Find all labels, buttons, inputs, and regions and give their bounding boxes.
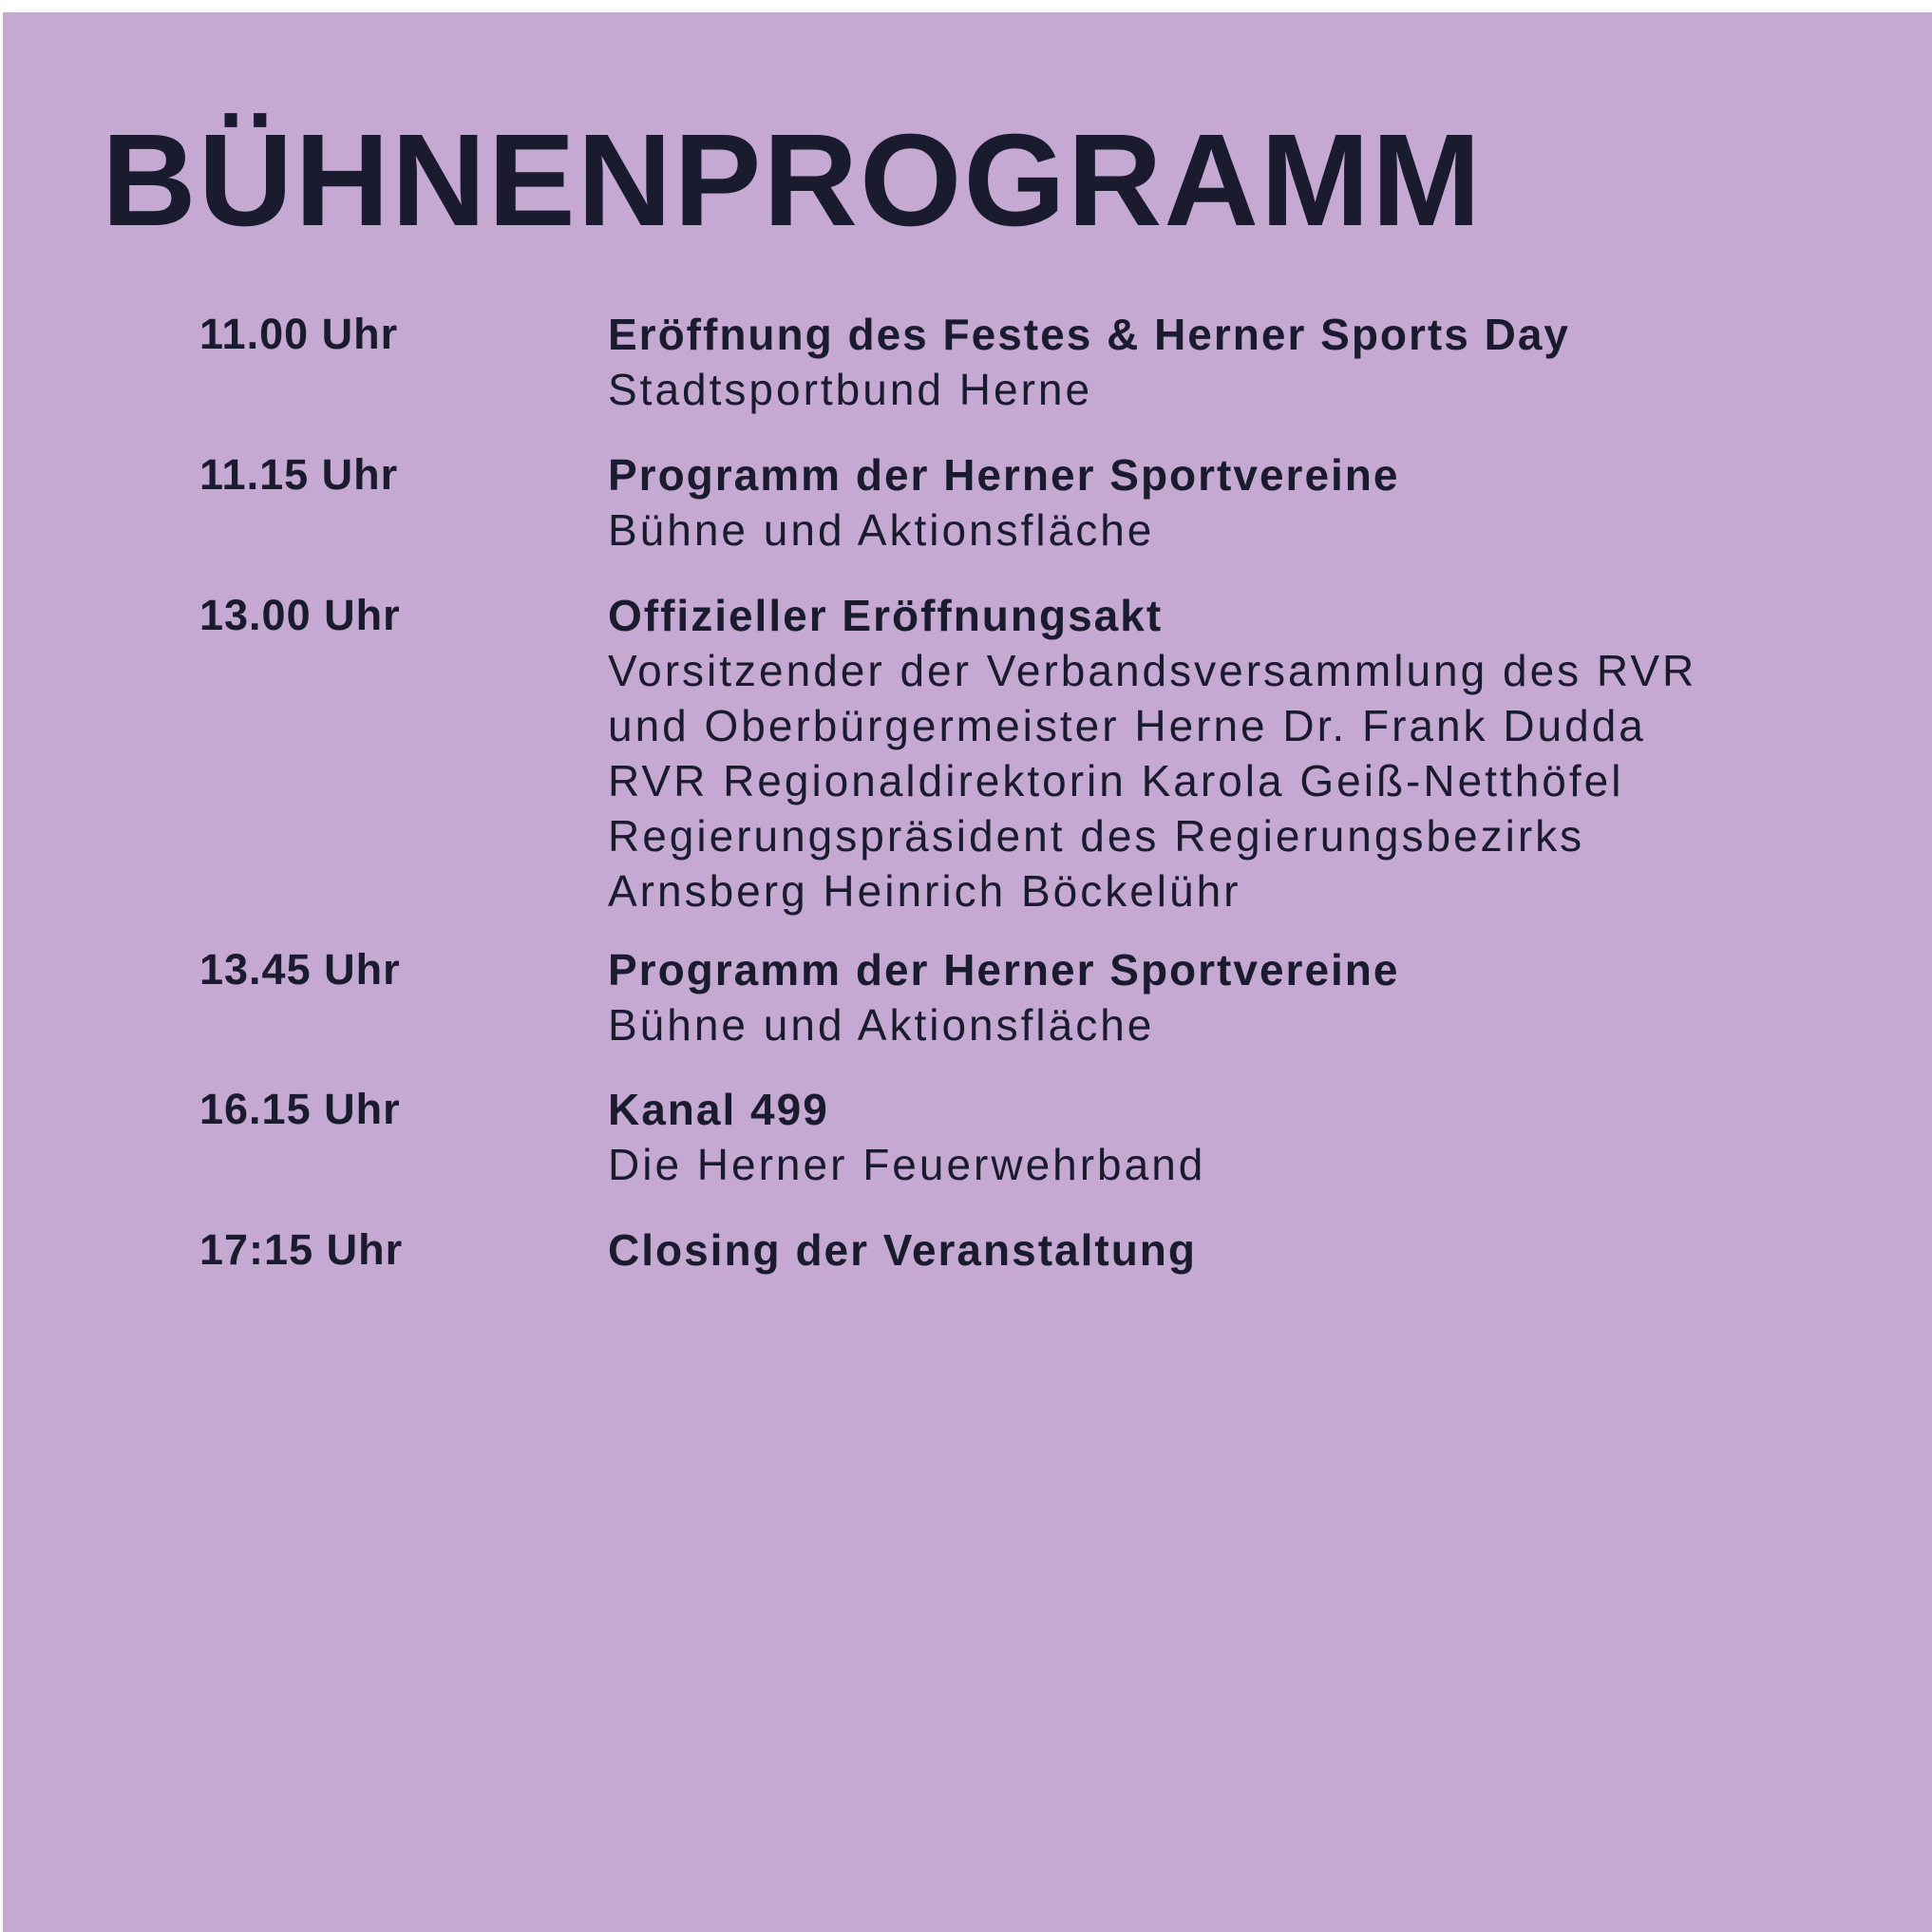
schedule-detail	[608, 307, 1881, 417]
schedule-event-description: Regierungspräsident des Regierungsbezirks	[608, 811, 1585, 861]
page-title: BÜHNENPROGRAMM	[102, 107, 1483, 254]
schedule-event-title: Programm der Herner Sportvereine	[608, 945, 1400, 994]
schedule-event-description: und Oberbürgermeister Herne Dr. Frank Dudda	[608, 701, 1646, 750]
schedule-time: 16.15 Uhr	[199, 1085, 401, 1133]
schedule-event-description: Die Herner Feuerwehrband	[608, 1140, 1206, 1189]
schedule-event-description: Arnsberg Heinrich Böckelühr	[608, 866, 1241, 916]
schedule-time: 13.00 Uhr	[199, 591, 401, 639]
schedule-time: 11.00 Uhr	[199, 310, 399, 358]
schedule-time: 11.15 Uhr	[199, 450, 399, 499]
schedule-event-description: RVR Regionaldirektorin Karola Geiß-Netthöfel	[608, 756, 1624, 805]
schedule-detail	[608, 588, 1881, 919]
schedule-detail	[608, 447, 1881, 558]
schedule-event-description: Bühne und Aktionsfläche	[608, 1000, 1155, 1050]
schedule-event-title: Programm der Herner Sportvereine	[608, 450, 1400, 500]
schedule-event-description: Bühne und Aktionsfläche	[608, 505, 1155, 555]
schedule-event-title: Offizieller Eröffnungsakt	[608, 591, 1164, 640]
schedule-time: 17:15 Uhr	[199, 1225, 404, 1274]
schedule-event-title: Eröffnung des Festes & Herner Sports Day	[608, 310, 1570, 359]
schedule-event-title: Kanal 499	[608, 1085, 829, 1134]
schedule-event-description: Stadtsportbund Herne	[608, 365, 1093, 414]
poster-background	[3, 12, 1932, 1932]
schedule-detail	[608, 1222, 1881, 1278]
schedule-time: 13.45 Uhr	[199, 945, 401, 994]
schedule-detail	[608, 942, 1881, 1052]
schedule-event-title: Closing der Veranstaltung	[608, 1225, 1197, 1275]
schedule-detail	[608, 1082, 1881, 1192]
schedule-event-description: Vorsitzender der Verbandsversammlung des RVR	[608, 646, 1697, 695]
